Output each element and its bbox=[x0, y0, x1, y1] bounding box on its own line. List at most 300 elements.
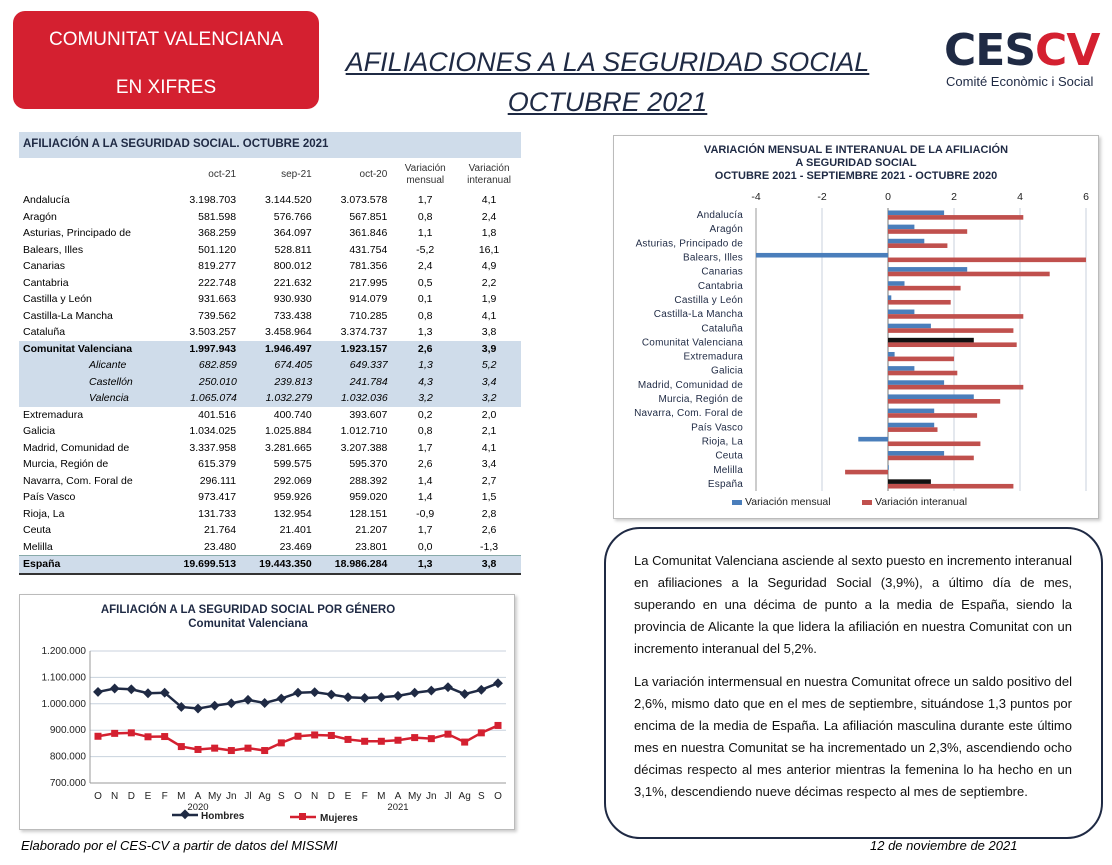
category-label: Cantabria bbox=[697, 280, 743, 292]
data-point bbox=[195, 746, 202, 753]
x-tick-label: O bbox=[294, 791, 302, 802]
x-tick-label: N bbox=[311, 791, 319, 802]
table-cell-mensual: 1,3 bbox=[418, 359, 433, 372]
table-cell-oct20: 710.285 bbox=[349, 309, 388, 322]
data-point bbox=[210, 701, 220, 711]
table-cell-mensual: 0,8 bbox=[417, 425, 433, 438]
legend-swatch bbox=[732, 500, 742, 505]
data-point bbox=[261, 747, 268, 754]
x-tick-label: M bbox=[177, 791, 186, 802]
bar bbox=[888, 394, 974, 399]
table-cell-sep21: 576.766 bbox=[273, 210, 312, 223]
table-cell-sep21: 1.946.497 bbox=[264, 342, 312, 355]
bar bbox=[888, 310, 914, 315]
gender-chart-svg bbox=[20, 595, 514, 829]
table-cell-interanual: 3,8 bbox=[481, 558, 497, 571]
table-cell-oct21: 739.562 bbox=[198, 309, 237, 322]
x-tick-label: O bbox=[494, 791, 502, 802]
table-cell-mensual: 2,6 bbox=[417, 458, 433, 471]
category-label: Ceuta bbox=[715, 450, 743, 462]
table-cell-interanual: 16,1 bbox=[478, 243, 500, 256]
bar bbox=[888, 479, 931, 484]
bar bbox=[756, 253, 888, 258]
gender-chart bbox=[19, 594, 515, 830]
table-cell-sep21: 364.097 bbox=[273, 227, 312, 240]
table-cell-sep21: 1.025.884 bbox=[264, 425, 312, 438]
commentary-box bbox=[604, 527, 1103, 839]
table-cell-mensual: -0,9 bbox=[416, 507, 435, 520]
bar bbox=[888, 465, 889, 470]
data-point bbox=[393, 691, 403, 701]
bar bbox=[888, 423, 934, 428]
table-row bbox=[19, 555, 521, 575]
table-cell-oct20: 128.151 bbox=[349, 507, 388, 520]
bar bbox=[888, 371, 957, 376]
table-cell-interanual: 4,1 bbox=[481, 309, 497, 322]
tick-label: 800.000 bbox=[49, 751, 86, 763]
table-cell-oct20: 361.846 bbox=[349, 227, 388, 240]
data-point bbox=[410, 688, 420, 698]
data-point bbox=[376, 692, 386, 702]
table-cell-interanual: 2,8 bbox=[481, 507, 497, 520]
table-row bbox=[19, 423, 521, 440]
x-tick-label: M bbox=[377, 791, 386, 802]
bar bbox=[888, 366, 914, 371]
table-cell-oct21: 581.598 bbox=[198, 210, 237, 223]
data-point bbox=[226, 698, 236, 708]
data-point bbox=[360, 693, 370, 703]
category-label: Balears, Illes bbox=[682, 252, 743, 264]
table-cell-sep21: 132.954 bbox=[273, 507, 312, 520]
x-tick-label: Jl bbox=[444, 791, 452, 802]
x-tick-label: D bbox=[127, 791, 135, 802]
data-point bbox=[278, 739, 285, 746]
category-label: España bbox=[707, 478, 743, 490]
badge-line2: EN XIFRES bbox=[115, 77, 217, 98]
table-cell-interanual: 3,4 bbox=[481, 458, 497, 471]
table-row bbox=[19, 192, 521, 209]
table-cell-oct21: 3.198.703 bbox=[189, 194, 237, 207]
table-cell-oct21: 501.120 bbox=[198, 243, 237, 256]
table-cell-name: Cantabria bbox=[23, 276, 69, 289]
data-point bbox=[478, 729, 485, 736]
table-cell-sep21: 674.405 bbox=[274, 359, 313, 372]
bar bbox=[888, 295, 891, 300]
table-row bbox=[19, 506, 521, 523]
table-cell-oct20: 1.032.036 bbox=[340, 392, 388, 405]
table-cell-oct20: 23.801 bbox=[355, 540, 388, 553]
table-cell-mensual: 1,7 bbox=[417, 194, 433, 207]
table-row bbox=[19, 341, 521, 358]
table-cell-mensual: 3,2 bbox=[418, 392, 433, 405]
category-label: Asturias, Principado de bbox=[635, 238, 743, 250]
table-cell-mensual: 2,6 bbox=[417, 342, 433, 355]
tick-label: -4 bbox=[751, 191, 761, 203]
data-point bbox=[310, 687, 320, 697]
table-cell-sep21: 19.443.350 bbox=[259, 558, 312, 571]
tick-label: -2 bbox=[817, 191, 827, 203]
table-cell-sep21: 3.458.964 bbox=[264, 326, 312, 339]
table-cell-sep21: 292.069 bbox=[273, 474, 312, 487]
table-cell-sep21: 959.926 bbox=[273, 491, 312, 504]
table-cell-name: Galicia bbox=[23, 425, 56, 438]
table-cell-mensual: 0,8 bbox=[417, 309, 433, 322]
table-cell-mensual: 1,1 bbox=[417, 227, 433, 240]
chart-title: A SEGURIDAD SOCIAL bbox=[795, 157, 917, 169]
table-cell-mensual: 0,1 bbox=[417, 293, 433, 306]
table-cell-name: Castellón bbox=[89, 375, 133, 388]
logo-cv: CV bbox=[1035, 25, 1100, 76]
table-cell-name: Valencia bbox=[89, 392, 129, 405]
bar bbox=[888, 456, 974, 461]
legend-label: Variación mensual bbox=[745, 496, 831, 508]
table-cell-sep21: 21.401 bbox=[279, 524, 312, 537]
data-point bbox=[126, 684, 136, 694]
data-point bbox=[311, 731, 318, 738]
table-header: Variación mensual bbox=[404, 163, 446, 186]
category-label: Rioja, La bbox=[701, 436, 743, 448]
table-cell-interanual: 2,4 bbox=[481, 210, 497, 223]
bar bbox=[888, 352, 895, 357]
data-point bbox=[428, 735, 435, 742]
table-row bbox=[19, 308, 521, 325]
table-row bbox=[19, 522, 521, 539]
bar bbox=[858, 437, 888, 442]
table-row bbox=[19, 357, 521, 374]
data-point bbox=[178, 743, 185, 750]
table-cell-name: Asturias, Principado de bbox=[23, 227, 131, 240]
x-tick-label: My bbox=[407, 791, 422, 802]
bar bbox=[888, 385, 1023, 390]
data-point bbox=[395, 737, 402, 744]
bar bbox=[888, 338, 974, 343]
table-body bbox=[19, 192, 521, 575]
x-tick-label: Ag bbox=[258, 791, 271, 802]
bar bbox=[888, 484, 1013, 489]
x-tick-label: My bbox=[207, 791, 222, 802]
table-header: oct-20 bbox=[359, 169, 388, 180]
table-cell-oct20: 781.356 bbox=[349, 260, 388, 273]
footer-source: Elaborado por el CES-CV a partir de datos del MISSMI bbox=[21, 838, 338, 853]
table-row bbox=[19, 473, 521, 490]
x-tick-label: E bbox=[144, 791, 152, 802]
category-label: Madrid, Comunidad de bbox=[637, 379, 743, 391]
table-cell-sep21: 221.632 bbox=[273, 276, 312, 289]
commentary-paragraph-2: La variación intermensual en nuestra Comunitat ofrece un saldo positivo del 2,6%, mismo dato que en el mes de septiembre, situándose 1,3 puntos por encima de la media de España. La afiliación masculina durante este último mes en nuestra Comunitat se ha incrementado un 2,3%, ascendiendo ocho décimas respecto al mes anterior mientras la femenina lo ha hecho en un 3,1%, descendiendo nueve décimas respecto al mes de septiembre. bbox=[634, 674, 1072, 799]
table-cell-interanual: 3,4 bbox=[481, 375, 497, 388]
table-cell-oct21: 3.503.257 bbox=[189, 326, 237, 339]
table-cell-interanual: 4,1 bbox=[481, 441, 497, 454]
table-cell-oct20: 3.374.737 bbox=[340, 326, 388, 339]
bar bbox=[888, 399, 1000, 404]
bar bbox=[888, 300, 951, 305]
tick-label: 1.000.000 bbox=[41, 698, 86, 710]
tick-label: 2 bbox=[951, 191, 957, 203]
table-cell-oct21: 368.259 bbox=[198, 227, 237, 240]
table-cell-interanual: 1,8 bbox=[481, 227, 497, 240]
table-cell-oct21: 23.480 bbox=[203, 540, 237, 553]
page-title-line2: OCTUBRE 2021 bbox=[507, 87, 708, 117]
table-cell-mensual: 0,2 bbox=[417, 408, 433, 421]
bar bbox=[888, 210, 944, 215]
data-point bbox=[260, 698, 270, 708]
table-cell-interanual: 1,9 bbox=[481, 293, 497, 306]
table-cell-oct20: 914.079 bbox=[349, 293, 388, 306]
year-label: 2021 bbox=[387, 802, 409, 813]
x-tick-label: A bbox=[394, 791, 402, 802]
category-label: Andalucía bbox=[696, 210, 743, 222]
table-row bbox=[19, 407, 521, 424]
tick-label: 4 bbox=[1017, 191, 1023, 203]
table-cell-oct20: 959.020 bbox=[349, 491, 388, 504]
table-cell-oct20: 3.207.388 bbox=[340, 441, 388, 454]
table-cell-oct21: 250.010 bbox=[198, 375, 237, 388]
legend-swatch bbox=[862, 500, 872, 505]
table-cell-interanual: 2,1 bbox=[481, 425, 497, 438]
chart-title: VARIACIÓN MENSUAL E INTERANUAL DE LA AFILIACIÓN bbox=[703, 144, 1009, 156]
table-cell-name: Rioja, La bbox=[23, 507, 65, 520]
table-cell-sep21: 239.813 bbox=[274, 375, 313, 388]
table-header: Variación interanual bbox=[467, 163, 512, 186]
x-tick-label: S bbox=[277, 791, 285, 802]
data-point bbox=[110, 684, 120, 694]
category-label: Castilla-La Mancha bbox=[653, 309, 743, 321]
data-point bbox=[495, 722, 502, 729]
bar bbox=[888, 328, 1013, 333]
data-point bbox=[128, 729, 135, 736]
badge-line1: COMUNITAT VALENCIANA bbox=[48, 29, 283, 50]
category-label: Navarra, Com. Foral de bbox=[634, 408, 743, 420]
category-label: Cataluña bbox=[701, 323, 743, 335]
data-point bbox=[426, 686, 436, 696]
data-point bbox=[493, 678, 503, 688]
table-cell-sep21: 528.811 bbox=[274, 243, 312, 256]
data-point bbox=[326, 690, 336, 700]
table-row bbox=[19, 275, 521, 292]
table-cell-name: País Vasco bbox=[23, 491, 76, 504]
table-cell-mensual: 2,4 bbox=[417, 260, 433, 273]
tick-label: 0 bbox=[885, 191, 891, 203]
ces-cv-logo bbox=[944, 26, 1104, 96]
data-point bbox=[245, 745, 252, 752]
x-tick-label: E bbox=[344, 791, 352, 802]
x-tick-label: Jl bbox=[244, 791, 252, 802]
category-label: Melilla bbox=[713, 464, 743, 476]
table-cell-sep21: 400.740 bbox=[273, 408, 312, 421]
chart-title: Comunitat Valenciana bbox=[188, 618, 308, 630]
table-header: sep-21 bbox=[281, 169, 312, 180]
table-cell-mensual: 1,3 bbox=[417, 326, 433, 339]
table-cell-interanual: 5,2 bbox=[481, 359, 497, 372]
bar bbox=[888, 229, 967, 234]
page-title-line1: AFILIACIONES A LA SEGURIDAD SOCIAL bbox=[345, 47, 870, 77]
legend-label: Variación interanual bbox=[875, 496, 968, 508]
legend-label: Hombres bbox=[201, 811, 245, 822]
table-row bbox=[19, 291, 521, 308]
bar bbox=[888, 243, 947, 248]
data-point bbox=[93, 687, 103, 697]
bar bbox=[888, 441, 980, 446]
table-cell-oct20: 288.392 bbox=[349, 474, 388, 487]
data-point bbox=[343, 692, 353, 702]
table-cell-oct21: 931.663 bbox=[198, 293, 237, 306]
x-tick-label: F bbox=[361, 791, 368, 802]
x-tick-label: A bbox=[194, 791, 202, 802]
table-cell-name: Balears, Illes bbox=[23, 243, 84, 256]
table-row bbox=[19, 489, 521, 506]
bar bbox=[888, 342, 1017, 347]
table-cell-sep21: 23.469 bbox=[279, 540, 312, 553]
data-point bbox=[276, 694, 286, 704]
data-point bbox=[111, 730, 118, 737]
x-tick-label: Jn bbox=[226, 791, 237, 802]
data-point bbox=[143, 688, 153, 698]
table-cell-sep21: 930.930 bbox=[273, 293, 312, 306]
table-cell-oct21: 296.111 bbox=[199, 474, 237, 487]
table-cell-interanual: 2,2 bbox=[481, 276, 497, 289]
table-cell-mensual: 0,5 bbox=[417, 276, 433, 289]
data-point bbox=[378, 738, 385, 745]
table-cell-sep21: 1.032.279 bbox=[265, 392, 313, 405]
data-point bbox=[95, 733, 102, 740]
affiliation-table bbox=[19, 132, 521, 575]
table-cell-mensual: 0,0 bbox=[417, 540, 433, 553]
data-point bbox=[361, 738, 368, 745]
table-cell-oct20: 21.207 bbox=[355, 524, 388, 537]
table-cell-oct21: 682.859 bbox=[198, 359, 237, 372]
table-cell-mensual: 1,4 bbox=[417, 474, 433, 487]
x-tick-label: Ag bbox=[458, 791, 471, 802]
table-row bbox=[19, 456, 521, 473]
table-cell-interanual: 3,9 bbox=[481, 342, 497, 355]
logo-ces: CES bbox=[944, 25, 1036, 76]
category-label: Castilla y León bbox=[674, 294, 743, 306]
bar bbox=[888, 225, 914, 230]
table-cell-interanual: 1,5 bbox=[481, 491, 497, 504]
table-cell-interanual: 4,1 bbox=[481, 194, 497, 207]
data-point bbox=[193, 704, 203, 714]
tick-label: 900.000 bbox=[49, 725, 86, 737]
category-label: Extremadura bbox=[683, 351, 743, 363]
logo-subtitle: Comité Econòmic i Social bbox=[946, 74, 1094, 89]
table-cell-oct20: 241.784 bbox=[349, 375, 388, 388]
table-cell-sep21: 733.438 bbox=[273, 309, 312, 322]
data-point bbox=[345, 736, 352, 743]
category-label: País Vasco bbox=[691, 422, 743, 434]
tick-label: 1.200.000 bbox=[41, 646, 86, 657]
category-label: Aragón bbox=[709, 224, 743, 236]
table-cell-oct21: 973.417 bbox=[198, 491, 237, 504]
table-cell-oct20: 431.754 bbox=[349, 243, 388, 256]
chart-title: AFILIACIÓN A LA SEGURIDAD SOCIAL POR GÉNERO bbox=[100, 604, 396, 616]
table-cell-oct21: 222.748 bbox=[198, 276, 237, 289]
x-tick-label: N bbox=[111, 791, 119, 802]
table-cell-name: Melilla bbox=[23, 540, 53, 553]
table-cell-name: Cataluña bbox=[23, 326, 66, 339]
table-cell-name: España bbox=[23, 558, 61, 571]
table-row bbox=[19, 440, 521, 457]
data-point bbox=[461, 739, 468, 746]
x-tick-label: S bbox=[477, 791, 485, 802]
table-row bbox=[19, 539, 521, 556]
bar bbox=[888, 267, 967, 272]
data-point bbox=[211, 745, 218, 752]
table-row bbox=[19, 390, 521, 407]
bar bbox=[888, 357, 954, 362]
page-title bbox=[330, 42, 885, 122]
data-point bbox=[293, 688, 303, 698]
table-cell-name: Ceuta bbox=[23, 524, 52, 537]
table-cell-name: Extremadura bbox=[23, 408, 84, 421]
table-cell-oct20: 217.995 bbox=[349, 276, 388, 289]
table-cell-mensual: 1,7 bbox=[417, 524, 433, 537]
table-cell-oct20: 1.012.710 bbox=[340, 425, 388, 438]
table-cell-name: Navarra, Com. Foral de bbox=[23, 474, 133, 487]
region-badge bbox=[13, 11, 319, 109]
table-cell-name: Murcia, Región de bbox=[23, 458, 109, 471]
table-cell-mensual: -5,2 bbox=[416, 243, 435, 256]
table-cell-sep21: 800.012 bbox=[273, 260, 312, 273]
tick-label: 6 bbox=[1083, 191, 1089, 203]
data-point bbox=[460, 689, 470, 699]
table-cell-oct21: 21.764 bbox=[203, 524, 237, 537]
table-cell-name: Castilla-La Mancha bbox=[23, 309, 113, 322]
table-row bbox=[19, 225, 521, 242]
table-cell-oct20: 3.073.578 bbox=[340, 194, 388, 207]
x-tick-label: Jn bbox=[426, 791, 437, 802]
table-cell-sep21: 3.281.665 bbox=[264, 441, 312, 454]
table-cell-interanual: 2,0 bbox=[481, 408, 497, 421]
bar bbox=[888, 281, 905, 286]
bar bbox=[888, 380, 944, 385]
table-cell-oct21: 819.277 bbox=[198, 260, 237, 273]
table-cell-name: Madrid, Comunidad de bbox=[23, 441, 130, 454]
table-cell-oct21: 1.997.943 bbox=[189, 342, 237, 355]
table-cell-name: Comunitat Valenciana bbox=[23, 342, 133, 355]
table-cell-name: Castilla y León bbox=[23, 293, 92, 306]
table-cell-oct20: 567.851 bbox=[349, 210, 388, 223]
bar bbox=[888, 215, 1023, 220]
commentary-paragraph-1: La Comunitat Valenciana asciende al sexto puesto en incremento interanual en afiliaciones a la Seguridad Social (3,9%), a último día de mes, superando en una décima de punto a la media de España, siendo la provincia de Alicante la que lidera la afiliación en nuestra Comunitat con un incremento interanual del 5,2%. bbox=[634, 553, 1072, 656]
table-cell-name: Canarias bbox=[23, 260, 66, 273]
table-cell-name: Andalucía bbox=[23, 194, 70, 207]
bar bbox=[888, 427, 938, 432]
category-label: Comunitat Valenciana bbox=[641, 337, 743, 349]
data-point bbox=[328, 732, 335, 739]
table-cell-name: Alicante bbox=[89, 359, 127, 372]
table-cell-interanual: 2,7 bbox=[481, 474, 497, 487]
bar bbox=[888, 413, 977, 418]
table-cell-mensual: 1,7 bbox=[417, 441, 433, 454]
footer-date: 12 de noviembre de 2021 bbox=[870, 838, 1018, 853]
variation-chart-svg bbox=[614, 136, 1098, 518]
category-label: Galicia bbox=[711, 365, 743, 377]
table-cell-oct21: 615.379 bbox=[198, 458, 237, 471]
bar bbox=[888, 258, 1086, 263]
table-cell-oct21: 1.065.074 bbox=[190, 392, 237, 405]
table-cell-oct21: 131.733 bbox=[198, 507, 237, 520]
x-tick-label: O bbox=[94, 791, 102, 802]
table-cell-oct20: 595.370 bbox=[349, 458, 388, 471]
table-header-row bbox=[19, 158, 521, 192]
data-point bbox=[228, 747, 235, 754]
table-row bbox=[19, 258, 521, 275]
table-cell-interanual: -1,3 bbox=[480, 540, 499, 553]
bar bbox=[888, 272, 1050, 277]
table-row bbox=[19, 242, 521, 259]
table-cell-mensual: 1,4 bbox=[417, 491, 433, 504]
table-cell-oct20: 393.607 bbox=[349, 408, 388, 421]
